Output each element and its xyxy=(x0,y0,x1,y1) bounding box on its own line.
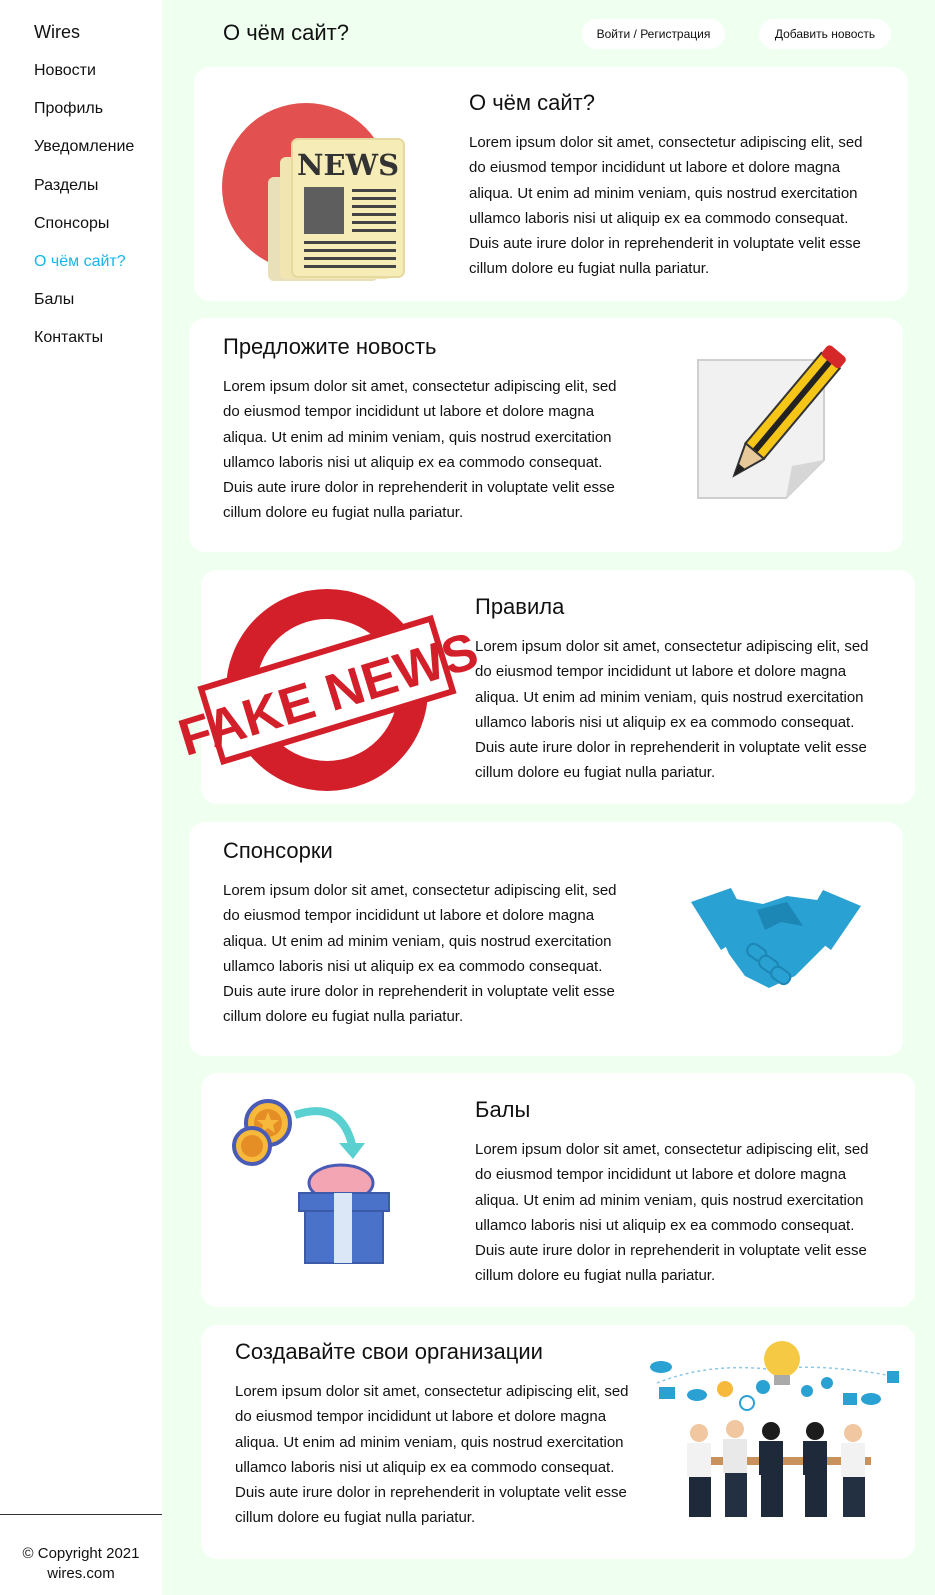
news-image-label: NEWS xyxy=(296,148,400,182)
sidebar-item-notifications[interactable]: Уведомление xyxy=(34,138,135,156)
copyright-domain[interactable]: wires.com xyxy=(47,1565,115,1582)
section-text: Lorem ipsum dolor sit amet, consectetur adipiscing elit, sed do eiusmod tempor incididunt ut labore et dolore magna aliqua. Ut enim ad minim veniam, quis nostrud exercitation ullamco laboris nisi ut aliquip ex ea commodo consequat. Duis aute irure dolor in reprehenderit in voluptate velit esse cillum dolore eu fugiat nulla pariatur. xyxy=(469,134,863,278)
section-card-sponsors xyxy=(189,822,903,1056)
login-register-button[interactable]: Войти / Регистрация xyxy=(582,19,725,49)
copyright-text: © Copyright 2021 xyxy=(22,1545,140,1562)
sidebar-item-points[interactable]: Балы xyxy=(34,291,75,309)
section-card-rules xyxy=(172,570,915,804)
section-card-points xyxy=(201,1073,915,1307)
section-card-suggest xyxy=(189,318,903,552)
section-text: Lorem ipsum dolor sit amet, consectetur adipiscing elit, sed do eiusmod tempor incididunt ut labore et dolore magna aliqua. Ut enim ad minim veniam, quis nostrud exercitation ullamco laboris nisi ut aliquip ex ea commodo consequat. Duis aute irure dolor in reprehenderit in voluptate velit esse cillum dolore eu fugiat nulla pariatur. xyxy=(475,638,869,782)
sidebar-item-news[interactable]: Новости xyxy=(34,62,96,79)
section-title: Спонсорки xyxy=(223,838,333,863)
news-newspaper-image xyxy=(224,99,414,281)
section-title: Создавайте свои организации xyxy=(235,1339,543,1364)
add-news-button[interactable]: Добавить новость xyxy=(759,19,891,49)
sidebar xyxy=(0,0,162,1595)
section-title: Балы xyxy=(475,1097,531,1122)
section-text: Lorem ipsum dolor sit amet, consectetur adipiscing elit, sed do eiusmod tempor incididunt ut labore et dolore magna aliqua. Ut enim ad minim veniam, quis nostrud exercitation ullamco laboris nisi ut aliquip ex ea commodo consequat. Duis aute irure dolor in reprehenderit in voluptate velit esse cillum dolore eu fugiat nulla pariatur. xyxy=(475,1141,869,1285)
page-title: О чём сайт? xyxy=(223,20,349,45)
coins-gift-image xyxy=(233,1093,403,1273)
section-text: Lorem ipsum dolor sit amet, consectetur adipiscing elit, sed do eiusmod tempor incididunt ut labore et dolore magna aliqua. Ut enim ad minim veniam, quis nostrud exercitation ullamco laboris nisi ut aliquip ex ea commodo consequat. Duis aute irure dolor in reprehenderit in voluptate velit esse cillum dolore eu fugiat nulla pariatur. xyxy=(223,882,617,1026)
section-text: Lorem ipsum dolor sit amet, consectetur adipiscing elit, sed do eiusmod tempor incididunt ut labore et dolore magna aliqua. Ut enim ad minim veniam, quis nostrud exercitation ullamco laboris nisi ut aliquip ex ea commodo consequat. Duis aute irure dolor in reprehenderit in voluptate velit esse cillum dolore eu fugiat nulla pariatur. xyxy=(235,1383,629,1527)
fake-news-label: FAKE NEWS xyxy=(172,621,485,768)
sidebar-item-sections[interactable]: Разделы xyxy=(34,176,99,194)
sidebar-nav xyxy=(34,60,134,366)
logo[interactable]: Wires xyxy=(34,22,80,42)
section-title: Правила xyxy=(475,594,565,619)
section-title: Предложите новость xyxy=(223,334,437,359)
pencil-document-image xyxy=(694,348,844,510)
section-title: О чём сайт? xyxy=(469,90,595,115)
section-card-about xyxy=(194,67,908,301)
section-card-organizations xyxy=(201,1325,915,1559)
fake-news-stamp-image xyxy=(172,592,485,788)
sidebar-item-contacts[interactable]: Контакты xyxy=(34,329,104,347)
copyright xyxy=(0,1544,162,1584)
team-meeting-image xyxy=(647,1343,907,1543)
sidebar-item-about[interactable]: О чём сайт? xyxy=(34,252,126,270)
sidebar-item-profile[interactable]: Профиль xyxy=(34,100,104,118)
sidebar-divider xyxy=(0,1514,162,1515)
section-text: Lorem ipsum dolor sit amet, consectetur adipiscing elit, sed do eiusmod tempor incididunt ut labore et dolore magna aliqua. Ut enim ad minim veniam, quis nostrud exercitation ullamco laboris nisi ut aliquip ex ea commodo consequat. Duis aute irure dolor in reprehenderit in voluptate velit esse cillum dolore eu fugiat nulla pariatur. xyxy=(223,378,617,522)
handshake-icon xyxy=(691,884,861,994)
sidebar-item-sponsors[interactable]: Спонсоры xyxy=(34,214,110,232)
